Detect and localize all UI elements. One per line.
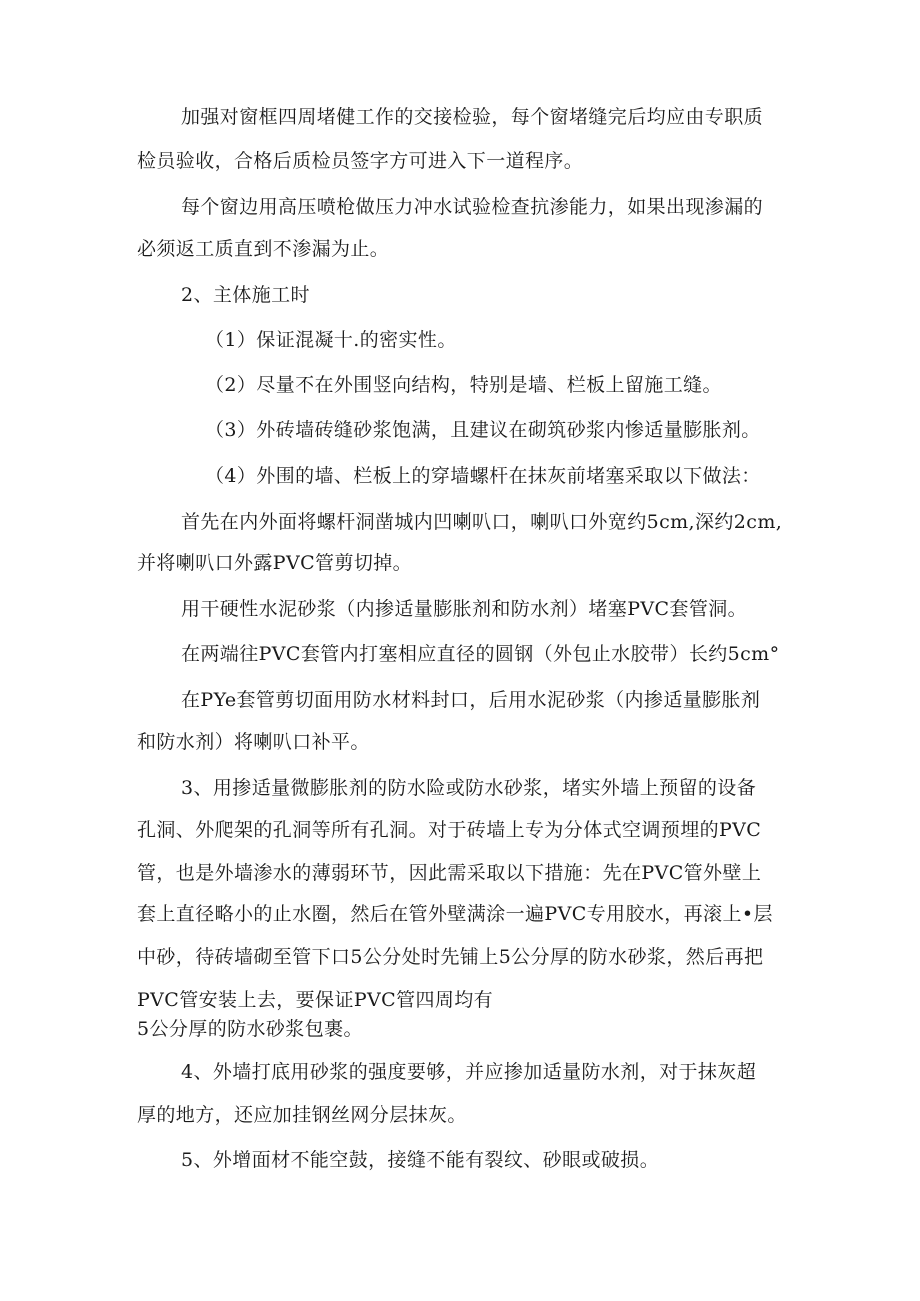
paragraph-line: 套上直径略小的止水圈，然后在管外壁满涂一遍PVC专用胶水，再滚上•层 xyxy=(137,903,773,925)
paragraph-line: 5公分厚的防水砂浆包裹。 xyxy=(137,1018,363,1040)
paragraph-line: 加强对窗框四周堵健工作的交接检验，每个窗堵缝完后均应由专职质 xyxy=(181,106,764,128)
paragraph-line: 孔洞、外爬架的孔洞等所有孔洞。对于砖墙上专为分体式空调预埋的PVC xyxy=(137,819,762,841)
paragraph-line: 用干硬性水泥砂浆（内掺适量膨胀剂和防水剂）堵塞PVC套管洞。 xyxy=(181,598,748,620)
paragraph-line: 4、外墙打底用砂浆的强度要够，并应掺加适量防水剂，对于抹灰超 xyxy=(181,1061,757,1083)
list-item: （3）外砖墙砖缝砂浆饱满，且建议在砌筑砂浆内惨适量膨胀剂。 xyxy=(205,419,761,441)
paragraph-line: 在两端往PVC套管内打塞相应直径的圆钢（外包止水胶带）长约5cm° xyxy=(181,643,780,665)
list-item: （2）尽量不在外围竖向结构，特别是墙、栏板上留施工缝。 xyxy=(205,374,722,396)
paragraph-line: 在PYe套管剪切面用防水材料封口，后用水泥砂浆（内掺适量膨胀剂 xyxy=(181,689,761,711)
section-heading: 2、主体施工时 xyxy=(181,284,310,306)
paragraph-line: 厚的地方，还应加挂钢丝网分层抹灰。 xyxy=(137,1104,467,1126)
paragraph-line: 并将喇叭口外露PVC管剪切掉。 xyxy=(137,552,413,574)
list-item: （4）外围的墙、栏板上的穿墙螺杆在抹灰前堵塞采取以下做法： xyxy=(205,465,761,487)
paragraph-line: PVC管安装上去，要保证PVC管四周均有 xyxy=(137,989,494,1011)
list-item: （1）保证混凝十.的密实性。 xyxy=(205,329,457,351)
paragraph-line: 中砂，待砖墙砌至管下口5公分处时先铺上5公分厚的防水砂浆，然后再把 xyxy=(137,946,764,968)
paragraph-line: 检员验收，合格后质检员签字方可进入下一道程序。 xyxy=(137,150,584,172)
paragraph-line: 每个窗边用高压喷枪做压力冲水试验检查抗渗能力，如果出现渗漏的 xyxy=(181,196,764,218)
paragraph-line: 管，也是外墙渗水的薄弱环节，因此需采取以下措施：先在PVC管外壁上 xyxy=(137,862,762,884)
paragraph-line: 首先在内外面将螺杆洞凿城内凹喇叭口，喇叭口外宽约5cm,深约2cm, xyxy=(181,511,783,533)
paragraph-line: 和防水剂）将喇叭口补平。 xyxy=(137,731,370,753)
paragraph-line: 5、外增面材不能空鼓，接缝不能有裂纹、砂眼或破损。 xyxy=(181,1149,660,1171)
paragraph-line: 必须返工质直到不渗漏为止。 xyxy=(137,238,390,260)
paragraph-line: 3、用掺适量微膨胀剂的防水险或防水砂浆，堵实外墙上预留的设备 xyxy=(181,777,757,799)
